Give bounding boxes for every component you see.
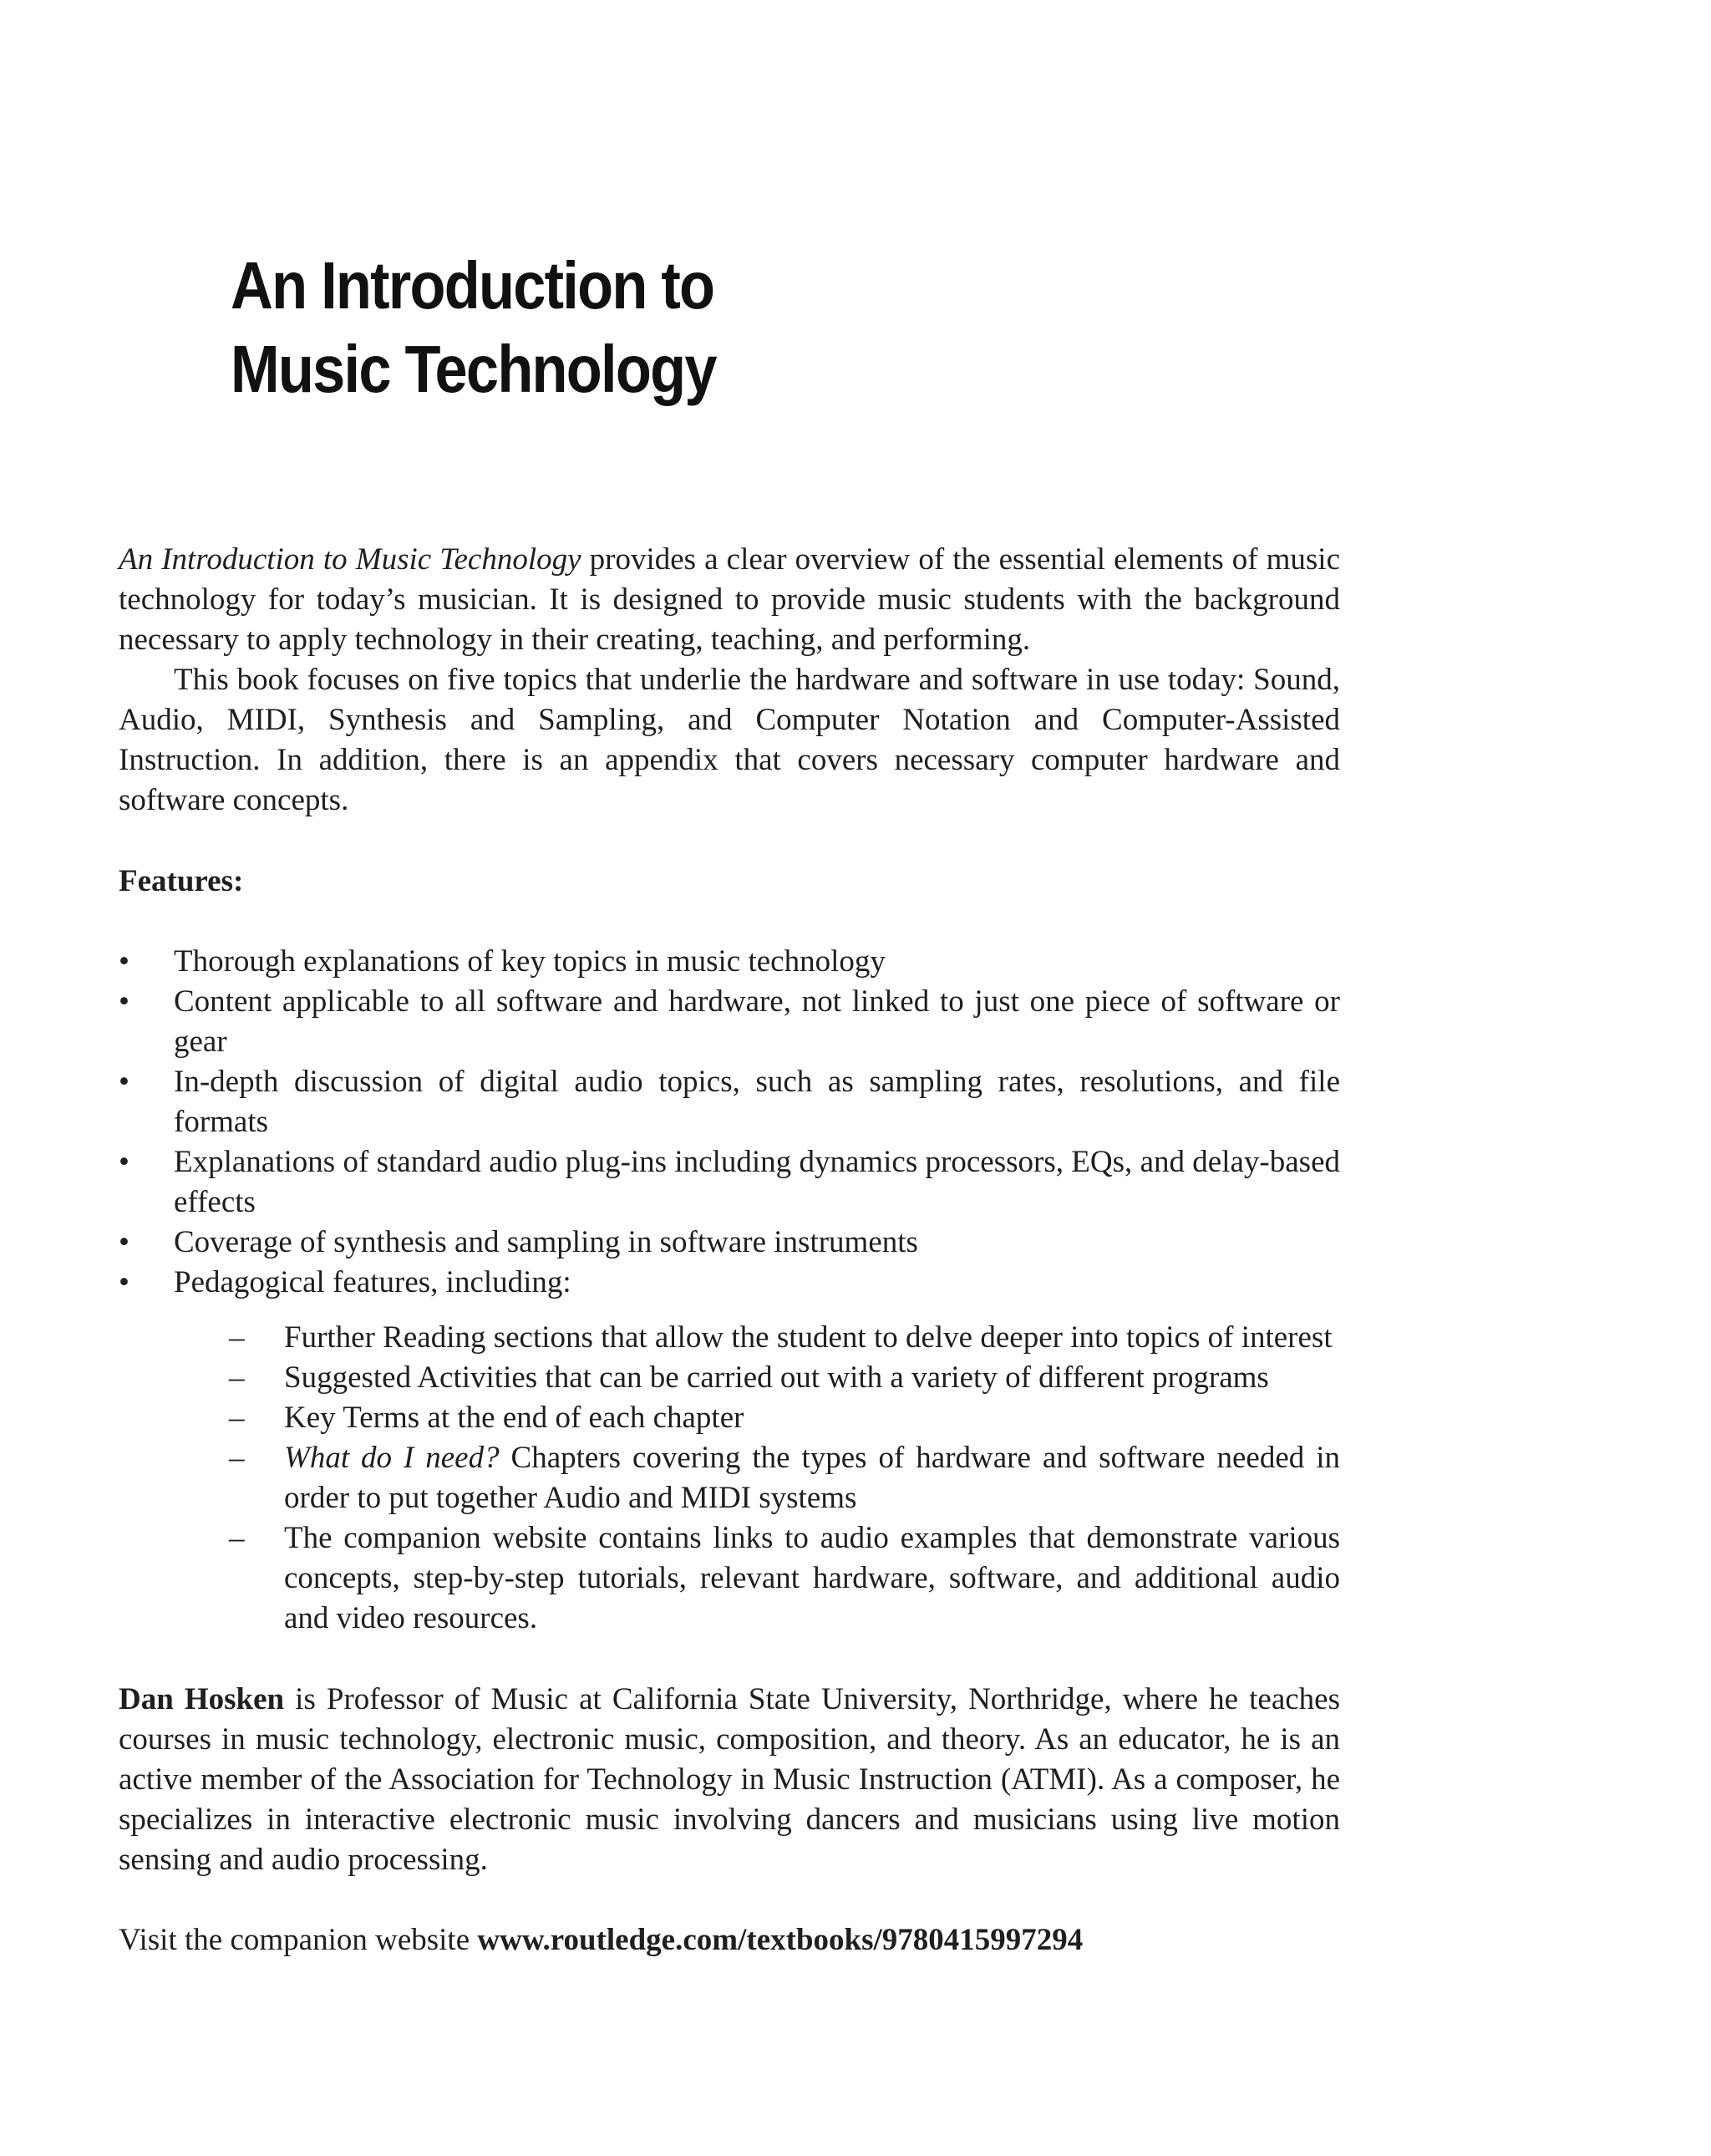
feature-item: • Explanations of standard audio plug-ins including dynamics processors, EQs, and delay-based effects xyxy=(119,1142,1340,1223)
intro-text: provides a clear overview of the essential elements of music technology for today’s musician. It is designed to provide music students with the background necessary to apply technology in their creating, teaching, and performing. xyxy=(119,542,1341,657)
sub-feature-item-companion: – The companion website contains links to audio examples that demonstrate various concepts, step-by-step tutorials, relevant hardware, software, and additional audio and video resources. xyxy=(174,1518,1340,1639)
features-list xyxy=(119,942,1340,1639)
companion-website-prefix: Visit the companion website xyxy=(119,1923,478,1957)
sub-feature-item: – Key Terms at the end of each chapter xyxy=(174,1398,1340,1438)
book-title-line-1: An Introduction to xyxy=(231,248,714,323)
author-bio-text: is Professor of Music at California State University, Northridge, where he teaches courses in music technology, electronic music, composition, and theory. As an educator, he is an active member of the Association for Technology in Music Instruction (ATMI). As a composer, he specializes in interactive electronic music involving dancers and musicians using live motion sensing and audio processing. xyxy=(119,1682,1340,1877)
pedagogical-sublist xyxy=(174,1318,1340,1639)
intro-book-title: An Introduction to Music Technology xyxy=(119,542,581,577)
feature-item-pedagogical xyxy=(119,1263,1340,1639)
feature-item-label: Pedagogical features, including: xyxy=(174,1265,571,1299)
what-do-i-need-italic: What do I need? xyxy=(284,1441,500,1475)
back-cover-text xyxy=(119,540,1340,1960)
features-heading: Features: xyxy=(119,864,244,898)
feature-item: • In-depth discussion of digital audio topics, such as sampling rates, resolutions, and file formats xyxy=(119,1062,1340,1142)
author-name: Dan Hosken xyxy=(119,1682,285,1716)
sub-feature-item: – Further Reading sections that allow the student to delve deeper into topics of interest xyxy=(174,1318,1340,1358)
book-title-line-2: Music Technology xyxy=(231,332,716,406)
companion-website-line xyxy=(119,1920,1340,1960)
companion-website-url[interactable]: www.routledge.com/textbooks/9780415997294 xyxy=(477,1923,1084,1957)
intro-paragraph xyxy=(119,540,1340,660)
sub-feature-item: – Suggested Activities that can be carried out with a variety of different programs xyxy=(174,1358,1340,1398)
what-do-i-need-text: Chapters covering the types of hardware and software needed in order to put together Audio and MIDI systems xyxy=(284,1441,1340,1515)
topics-paragraph: This book focuses on five topics that underlie the hardware and software in use today: Sound, Audio, MIDI, Synthesis and Sampling, and Computer Notation and Computer-Assisted Instruction. In addition, there is an appendix that covers necessary computer hardware and software concepts. xyxy=(119,663,1340,817)
feature-item: • Thorough explanations of key topics in music technology xyxy=(119,942,1340,982)
feature-item: • Coverage of synthesis and sampling in software instruments xyxy=(119,1223,1340,1263)
author-bio xyxy=(119,1680,1340,1880)
sub-feature-item-what-do-i-need xyxy=(174,1438,1340,1518)
book-title xyxy=(231,244,1113,411)
feature-item: • Content applicable to all software and hardware, not linked to just one piece of software or gear xyxy=(119,982,1340,1062)
